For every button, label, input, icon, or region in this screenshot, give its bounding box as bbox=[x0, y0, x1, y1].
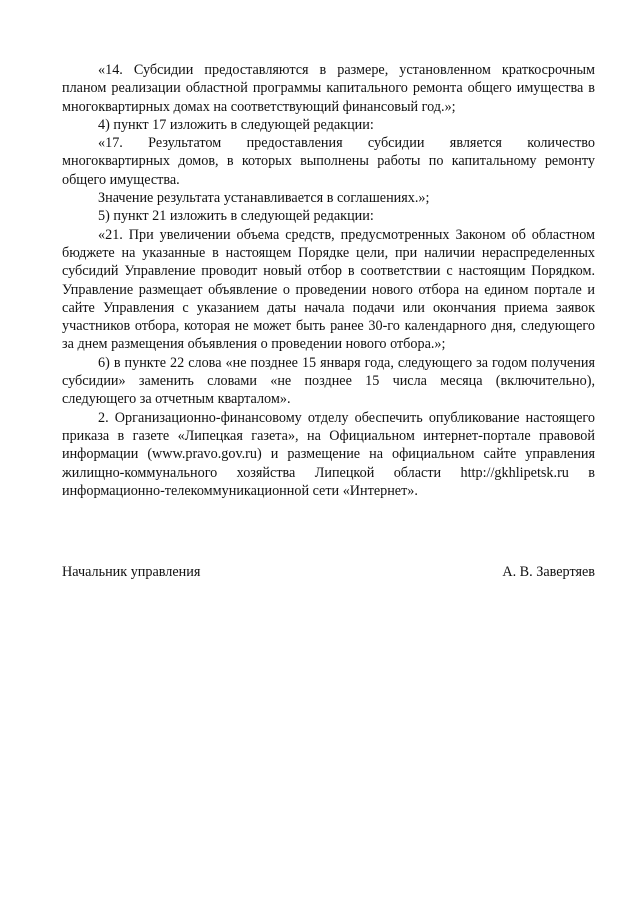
paragraph-item-17: «17. Результатом предоставления субсидии является количество многоквартирных домов, в которых выполнены работы по капитальному ремонту общего имущества. bbox=[62, 135, 595, 188]
signatory-name: А. В. Завертяев bbox=[502, 564, 595, 580]
signatory-position: Начальник управления bbox=[62, 564, 201, 580]
paragraph-point-17-intro: 4) пункт 17 изложить в следующей редакции: bbox=[98, 116, 374, 133]
paragraph-point-21-intro: 5) пункт 21 изложить в следующей редакции: bbox=[98, 208, 374, 225]
document-body bbox=[62, 61, 595, 500]
paragraph-item-21: «21. При увеличении объема средств, предусмотренных Законом об областном бюджете на указанные в настоящем Порядке цели, при наличии нераспределенных субсидий Управление проводит новый отбор в соответствии с настоящим Порядком. Управление размещает объявление о проведении нового отбора на едином портале и сайте Управления с указанием даты начала подачи или окончания приема заявок участников отбора, которая не может быть ранее 30-го календарного дня, следующего за днем размещения объявления о проведении нового отбора.»; bbox=[62, 226, 595, 353]
paragraph-item-14: «14. Субсидии предоставляются в размере, установленном краткосрочным планом реализации областной программы капитального ремонта общего имущества в многоквартирных домах на соответствующий финансовый год.»; bbox=[62, 62, 595, 115]
paragraph-point-22-change: 6) в пункте 22 слова «не позднее 15 января года, следующего за годом получения субсидии» заменить словами «не позднее 15 числа месяца (включительно), следующего за отчетным кварталом». bbox=[62, 354, 595, 408]
signature-block bbox=[62, 563, 595, 581]
paragraph-publication-order: 2. Организационно-финансовому отделу обеспечить опубликование настоящего приказа в газете «Липецкая газета», на Официальном интернет-портале правовой информации (www.pravo.gov.ru) и размещение на официальном сайте управления жилищно-коммунального хозяйства Липецкой области http://gkhlipetsk.ru в информационно-телекоммуникационной сети «Интернет». bbox=[62, 409, 595, 499]
paragraph-result-value: Значение результата устанавливается в соглашениях.»; bbox=[98, 190, 430, 207]
